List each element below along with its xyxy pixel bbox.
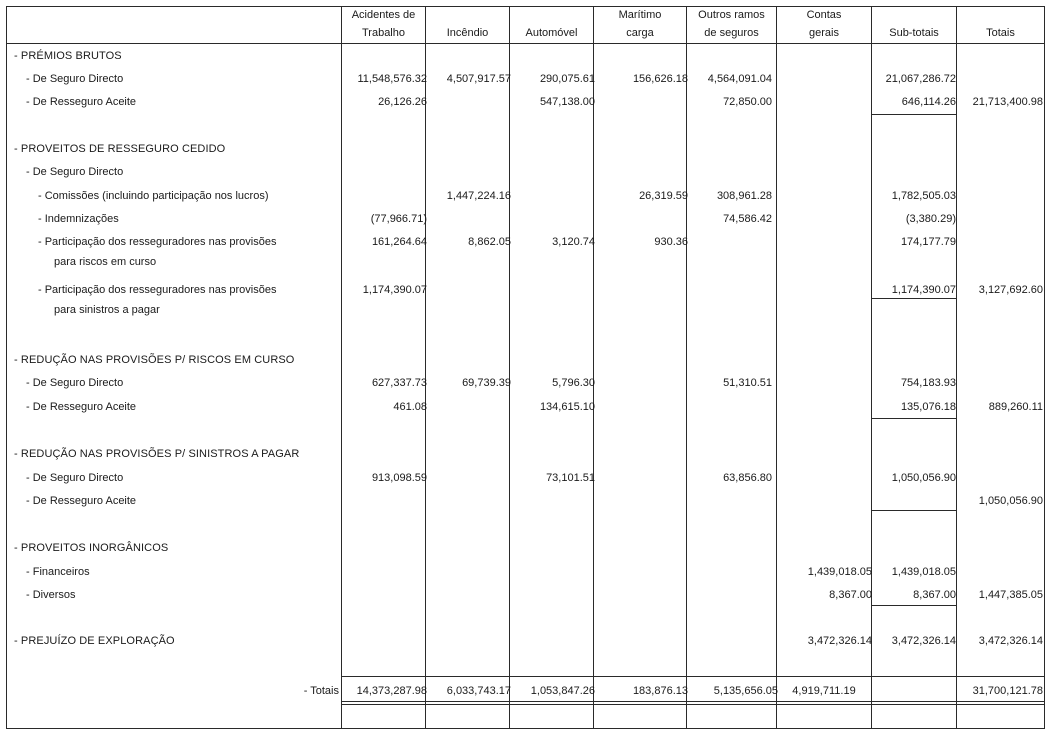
cell-acidentes: 11,548,576.32 [357, 73, 427, 85]
cell-subtotais: 135,076.18 [900, 401, 956, 413]
section-label: - PRÉMIOS BRUTOS [14, 50, 122, 62]
col-divider [425, 6, 426, 729]
col-divider [593, 6, 594, 729]
cell-incendio: 1,447,224.16 [446, 190, 511, 202]
total-outros: 5,135,656.05 [713, 685, 778, 697]
row-label: - De Seguro Directo [26, 166, 124, 178]
total-maritimo: 183,876.13 [632, 685, 688, 697]
cell-subtotais: 1,050,056.90 [891, 472, 956, 484]
cell-subtotais: 1,439,018.05 [891, 566, 956, 578]
total-acidentes: 14,373,287.98 [356, 685, 427, 697]
section-label: - PREJUÍZO DE EXPLORAÇÃO [14, 635, 175, 647]
header-automovel: Automóvel [525, 27, 578, 39]
header-contas-line1: Contas [806, 9, 842, 21]
cell-totais: 1,447,385.05 [978, 589, 1043, 601]
cell-subtotais: 754,183.93 [900, 377, 956, 389]
row-label: - Diversos [26, 589, 76, 601]
cell-automovel: 290,075.61 [539, 73, 595, 85]
cell-maritimo: 156,626.18 [632, 73, 688, 85]
header-incendio: Incêndio [446, 27, 489, 39]
section-label: - PROVEITOS DE RESSEGURO CEDIDO [14, 143, 226, 155]
cell-acidentes: 1,174,390.07 [362, 284, 427, 296]
header-acidentes-line2: Trabalho [361, 27, 405, 39]
cell-acidentes: 161,264.64 [371, 236, 427, 248]
row-label: - Financeiros [26, 566, 90, 578]
table-right-border [1044, 6, 1045, 729]
cell-acidentes: (77,966.71) [370, 213, 427, 225]
header-totais: Totais [986, 27, 1015, 39]
cell-outros: 72,850.00 [723, 96, 772, 108]
header-outros-line2: de seguros [704, 27, 759, 39]
cell-totais: 21,713,400.98 [972, 96, 1043, 108]
cell-acidentes: 913,098.59 [371, 472, 427, 484]
cell-acidentes: 627,337.73 [371, 377, 427, 389]
row-label: - De Resseguro Aceite [26, 495, 137, 507]
cell-contas: 1,439,018.05 [807, 566, 872, 578]
cell-maritimo: 930.36 [654, 236, 688, 248]
cell-subtotais: 1,174,390.07 [891, 284, 956, 296]
subtotal-underline [871, 510, 957, 511]
cell-automovel: 3,120.74 [552, 236, 595, 248]
section-label: - REDUÇÃO NAS PROVISÕES P/ SINISTROS A PAGAR [14, 448, 300, 460]
table-top-border [6, 6, 1045, 7]
table-left-border [6, 6, 7, 729]
cell-automovel: 5,796.30 [552, 377, 595, 389]
col-divider [686, 6, 687, 729]
cell-outros: 74,586.42 [723, 213, 772, 225]
cell-incendio: 69,739.39 [462, 377, 511, 389]
cell-subtotais: 21,067,286.72 [885, 73, 956, 85]
cell-maritimo: 26,319.59 [639, 190, 688, 202]
row-label: - Participação dos resseguradores nas provisões [38, 236, 277, 248]
row-label: - De Resseguro Aceite [26, 401, 137, 413]
row-label: - Participação dos resseguradores nas provisões [38, 284, 277, 296]
cell-outros: 51,310.51 [723, 377, 772, 389]
header-acidentes-line1: Acidentes de [351, 9, 416, 21]
cell-outros: 63,856.80 [723, 472, 772, 484]
cell-subtotais: 3,472,326.14 [891, 635, 956, 647]
totals-label: - Totais [303, 685, 339, 697]
header-maritimo-line1: Marítimo [618, 9, 662, 21]
section-label: - PROVEITOS INORGÂNICOS [14, 542, 169, 554]
row-label: - Comissões (incluindo participação nos lucros) [38, 190, 269, 202]
subtotal-underline [871, 418, 957, 419]
cell-subtotais: 8,367.00 [913, 589, 956, 601]
cell-outros: 308,961.28 [716, 190, 772, 202]
row-label: - De Seguro Directo [26, 73, 124, 85]
cell-subtotais: 1,782,505.03 [891, 190, 956, 202]
cell-totais: 1,050,056.90 [978, 495, 1043, 507]
header-maritimo-line2: carga [626, 27, 654, 39]
section-label: - REDUÇÃO NAS PROVISÕES P/ RISCOS EM CURSO [14, 354, 295, 366]
cell-incendio: 8,862.05 [468, 236, 511, 248]
cell-subtotais: 174,177.79 [900, 236, 956, 248]
cell-automovel: 134,615.10 [539, 401, 595, 413]
row-label: - De Seguro Directo [26, 472, 124, 484]
cell-acidentes: 26,126.26 [378, 96, 427, 108]
total-automovel: 1,053,847.26 [530, 685, 595, 697]
header-separator [6, 43, 1045, 44]
row-label: - Indemnizações [38, 213, 119, 225]
row-label: - De Seguro Directo [26, 377, 124, 389]
subtotal-underline [871, 114, 957, 115]
col-divider [341, 6, 342, 729]
row-label-continuation: para sinistros a pagar [54, 304, 160, 316]
cell-totais: 3,472,326.14 [978, 635, 1043, 647]
cell-acidentes: 461.08 [393, 401, 427, 413]
row-label-continuation: para riscos em curso [54, 256, 157, 268]
cell-automovel: 547,138.00 [539, 96, 595, 108]
subtotal-underline [871, 605, 957, 606]
row-label: - De Resseguro Aceite [26, 96, 137, 108]
cell-contas: 3,472,326.14 [807, 635, 872, 647]
totals-double-rule [341, 701, 1045, 702]
table-bottom-border [6, 728, 1045, 729]
cell-totais: 3,127,692.60 [978, 284, 1043, 296]
total-incendio: 6,033,743.17 [446, 685, 511, 697]
header-contas-line2: gerais [809, 27, 839, 39]
total-totais: 31,700,121.78 [972, 685, 1043, 697]
cell-outros: 4,564,091.04 [707, 73, 772, 85]
cell-contas: 8,367.00 [829, 589, 872, 601]
cell-automovel: 73,101.51 [546, 472, 595, 484]
header-outros-line1: Outros ramos [698, 9, 765, 21]
header-subtotais: Sub-totais [889, 27, 939, 39]
cell-incendio: 4,507,917.57 [446, 73, 511, 85]
totals-top-rule [341, 676, 1045, 677]
totals-double-rule [341, 704, 1045, 705]
cell-subtotais: 646,114.26 [901, 96, 956, 108]
col-divider [509, 6, 510, 729]
subtotal-underline [871, 298, 957, 299]
col-divider [776, 6, 777, 729]
cell-subtotais: (3,380.29) [905, 213, 956, 225]
cell-totais: 889,260.11 [988, 401, 1043, 413]
total-contas: 4,919,711.19 [792, 685, 856, 697]
